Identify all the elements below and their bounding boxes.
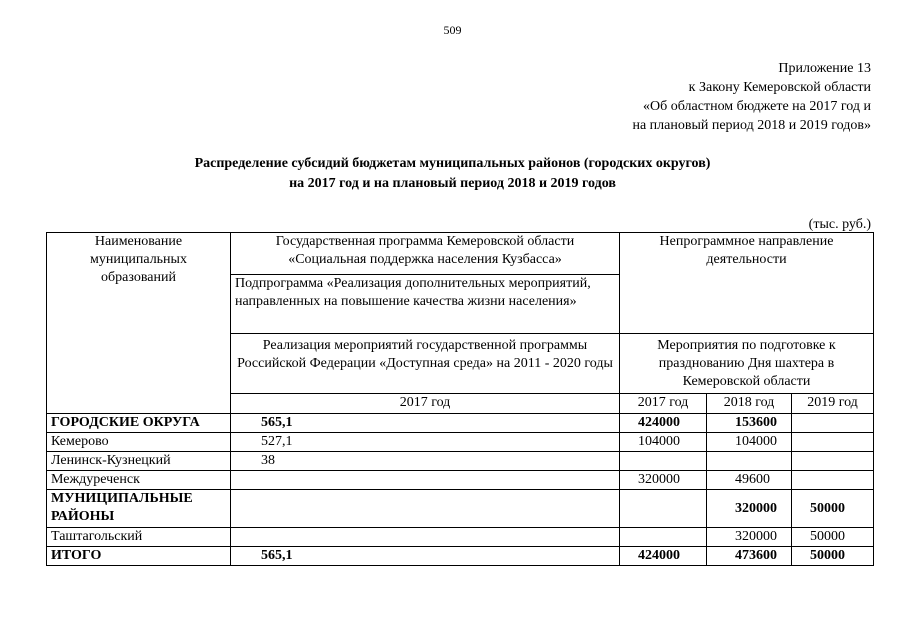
cell-2017-program	[231, 490, 620, 528]
cell-2017: 424000	[620, 547, 707, 566]
header-year-2018: 2018 год	[707, 394, 792, 414]
header-subprogram: Подпрограмма «Реализация дополнительных мероприятий, направленных на повышение качества жизни населения»	[231, 275, 620, 334]
header-year-2019: 2019 год	[792, 394, 874, 414]
cell-2018: 473600	[707, 547, 792, 566]
table-row	[47, 490, 874, 528]
appendix-line: к Закону Кемеровской области	[688, 80, 871, 95]
appendix-line: «Об областном бюджете на 2017 год и	[643, 99, 871, 114]
cell-2018: 320000	[707, 528, 792, 547]
cell-2019: 50000	[792, 547, 874, 566]
appendix-line: Приложение 13	[778, 61, 871, 76]
cell-2017	[620, 452, 707, 471]
cell-2019	[792, 433, 874, 452]
cell-2017-program: 565,1	[231, 414, 620, 433]
title-line: Распределение субсидий бюджетам муниципальных районов (городских округов)	[194, 156, 711, 171]
table-row	[47, 547, 874, 566]
cell-2018	[707, 452, 792, 471]
row-name: ИТОГО	[47, 547, 231, 566]
header-year-2017-program: 2017 год	[231, 394, 620, 414]
cell-2019: 50000	[792, 528, 874, 547]
cell-2017: 424000	[620, 414, 707, 433]
cell-2017-program	[231, 528, 620, 547]
table-row	[47, 433, 874, 452]
header-nonprogram-measure: Мероприятия по подготовке к празднованию Дня шахтера в Кемеровской области	[620, 334, 874, 394]
row-name: Междуреченск	[47, 471, 231, 490]
cell-2019	[792, 414, 874, 433]
units-label: (тыс. руб.)	[808, 217, 871, 232]
cell-2017	[620, 528, 707, 547]
cell-2017-program: 565,1	[231, 547, 620, 566]
header-municipality: Наименование муниципальных образований	[47, 233, 231, 414]
cell-2018: 153600	[707, 414, 792, 433]
cell-2017: 104000	[620, 433, 707, 452]
header-nonprogram: Непрограммное направление деятельности	[620, 233, 874, 334]
cell-2018: 320000	[707, 490, 792, 528]
cell-2017-program: 527,1	[231, 433, 620, 452]
cell-2017-program	[231, 471, 620, 490]
header-measure: Реализация мероприятий государственной программы Российской Федерации «Доступная среда» на 2011 - 2020 годы	[231, 334, 620, 394]
subsidy-table	[46, 232, 874, 566]
appendix-note	[632, 59, 871, 135]
appendix-line: на плановый период 2018 и 2019 годов»	[632, 118, 871, 133]
cell-2017-program: 38	[231, 452, 620, 471]
header-program: Государственная программа Кемеровской области «Социальная поддержка населения Кузбасса»	[231, 233, 620, 275]
title-line: на 2017 год и на плановый период 2018 и 2019 годов	[289, 176, 616, 191]
cell-2019	[792, 471, 874, 490]
page-number: 509	[443, 23, 462, 37]
header-year-2017: 2017 год	[620, 394, 707, 414]
row-name: МУНИЦИПАЛЬНЫЕ РАЙОНЫ	[47, 490, 231, 528]
row-name: Таштагольский	[47, 528, 231, 547]
table-row	[47, 452, 874, 471]
cell-2018: 49600	[707, 471, 792, 490]
document-title	[0, 154, 905, 194]
table-row	[47, 414, 874, 433]
table-row	[47, 528, 874, 547]
cell-2017	[620, 490, 707, 528]
cell-2018: 104000	[707, 433, 792, 452]
row-name: ГОРОДСКИЕ ОКРУГА	[47, 414, 231, 433]
row-name: Ленинск-Кузнецкий	[47, 452, 231, 471]
cell-2017: 320000	[620, 471, 707, 490]
row-name: Кемерово	[47, 433, 231, 452]
cell-2019: 50000	[792, 490, 874, 528]
cell-2019	[792, 452, 874, 471]
table-row	[47, 471, 874, 490]
